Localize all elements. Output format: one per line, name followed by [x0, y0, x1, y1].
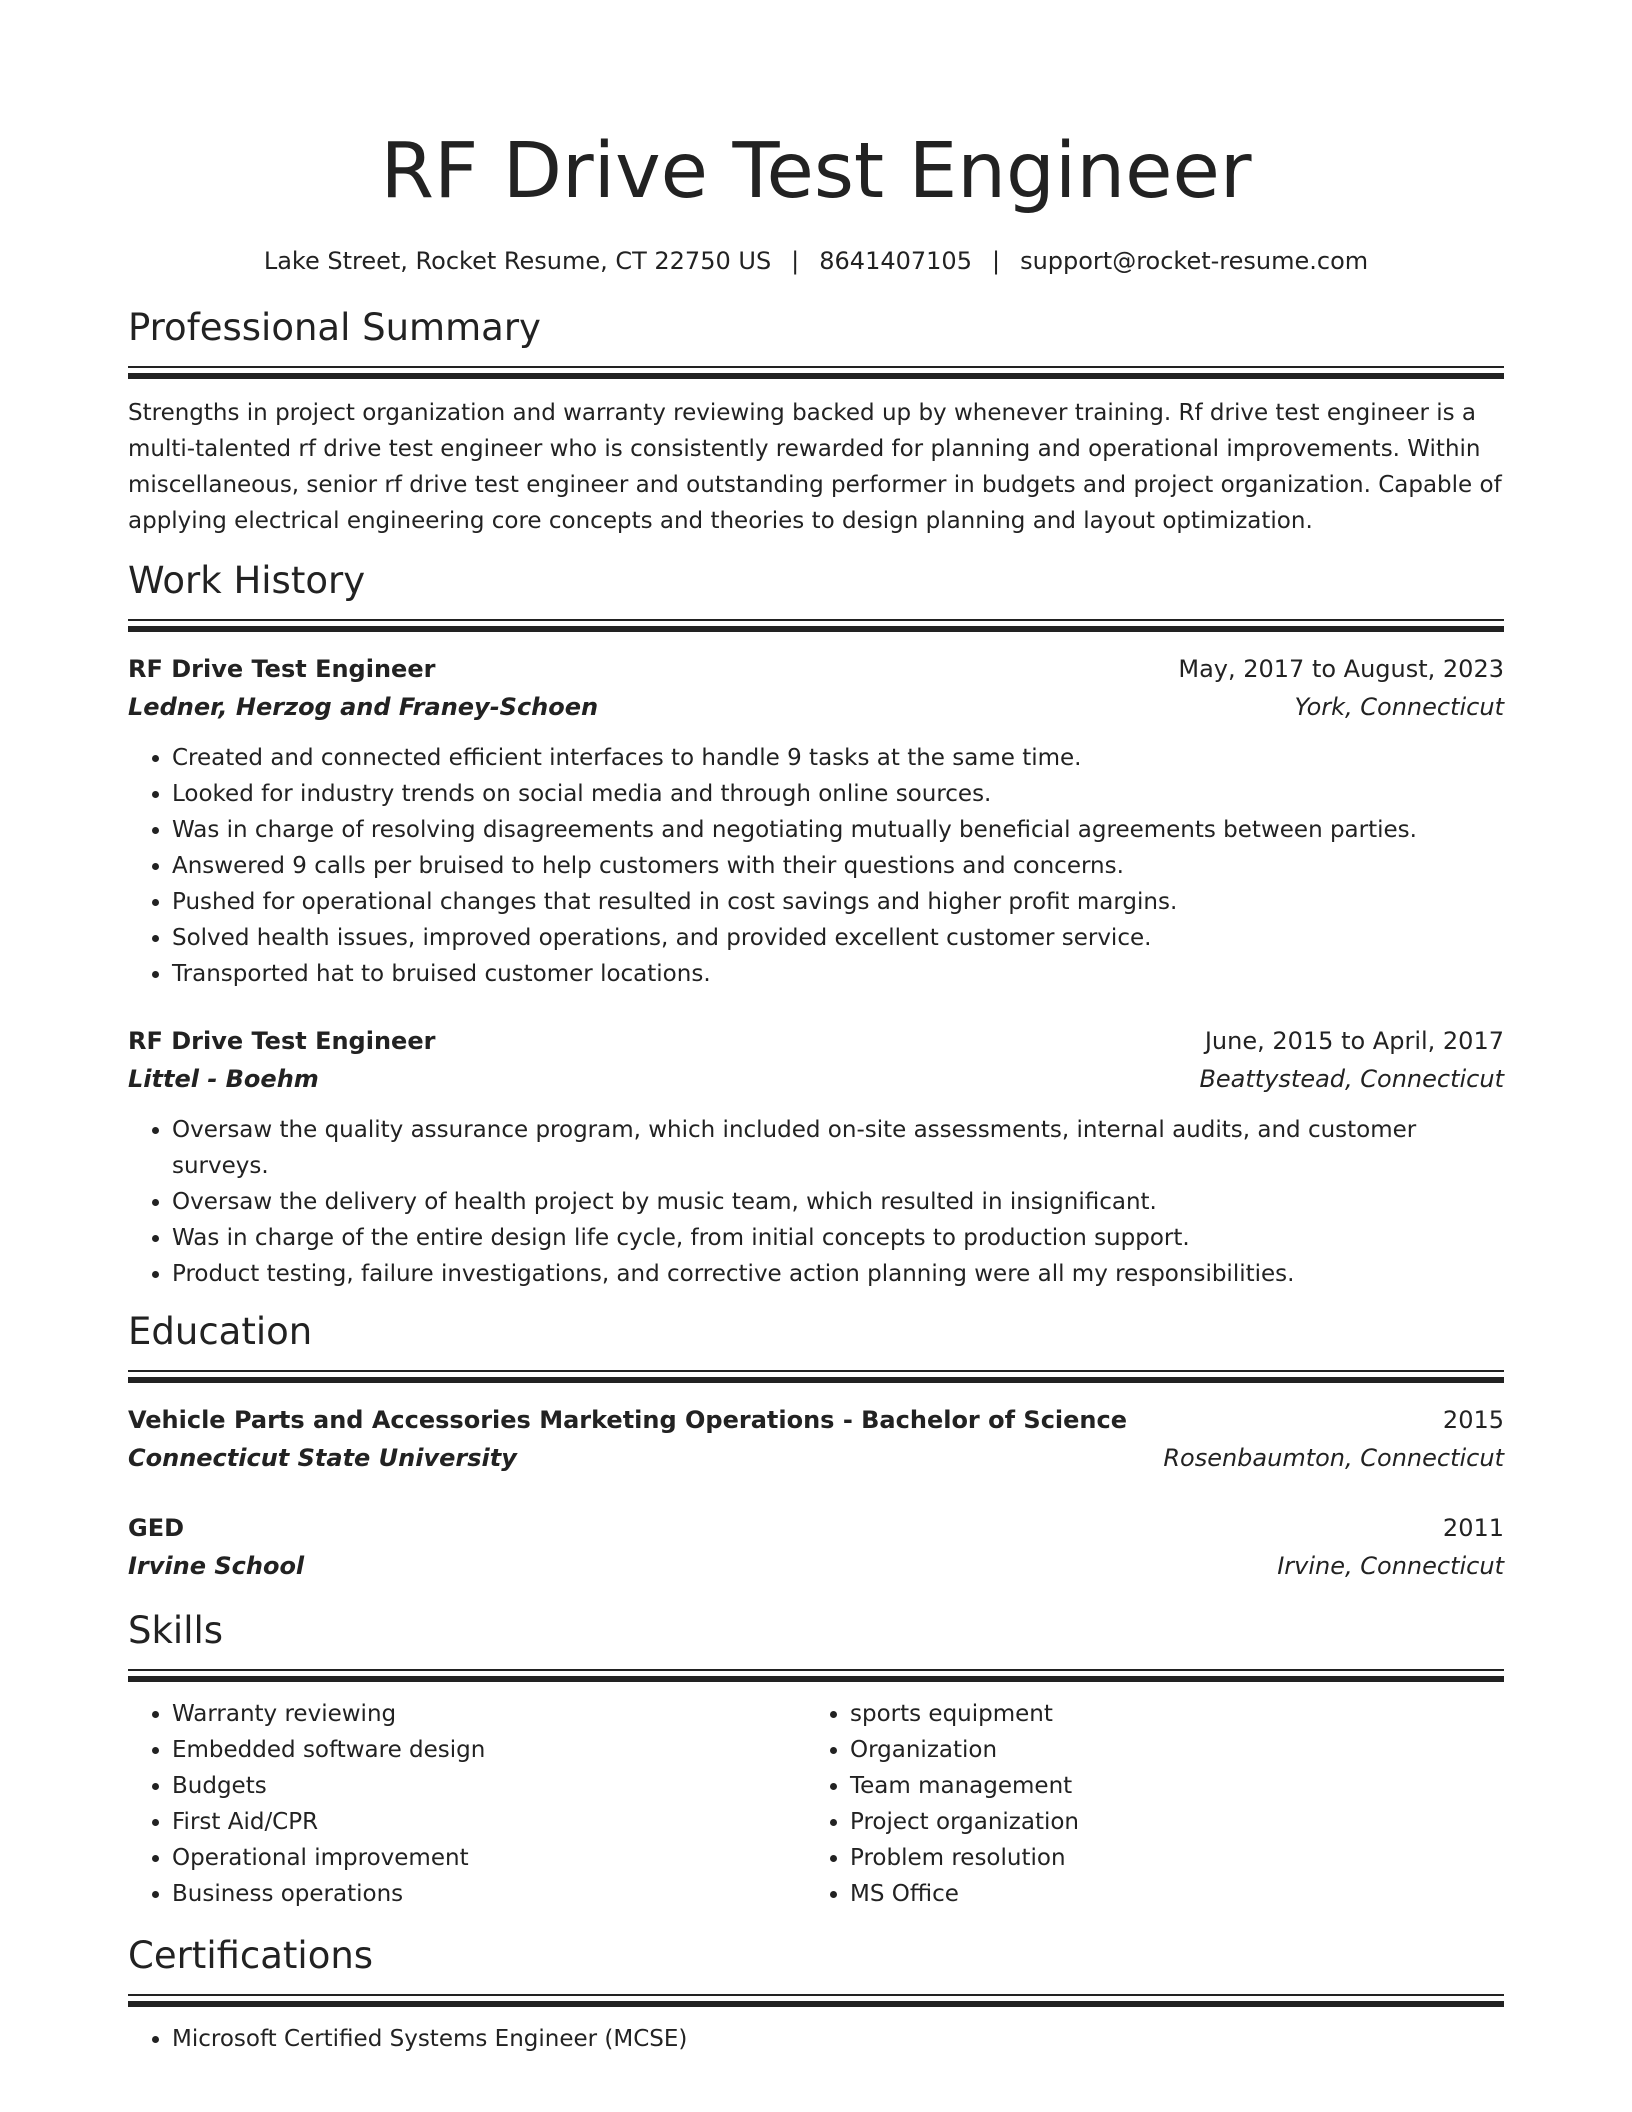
contact-phone: 8641407105 [819, 247, 972, 275]
skills-list-left [128, 1696, 806, 1912]
contact-separator: | [791, 247, 800, 275]
skill-item: • sports equipment [850, 1696, 1484, 1732]
section-title-certifications: Certifications [128, 1934, 374, 1977]
resume-page [128, 0, 1504, 2057]
skills-list-right [806, 1696, 1484, 1912]
section-divider [128, 1669, 1504, 1682]
summary-section [128, 304, 1504, 539]
job-bullets [128, 1112, 1504, 1292]
section-divider [128, 1994, 1504, 2007]
job-bullet: • Pushed for operational changes that resulted in cost savings and higher profit margins. [172, 884, 1504, 920]
summary-text: Strengths in project organization and warranty reviewing backed up by whenever training. Rf drive test engineer is a multi-talented rf drive test engineer who is consistently rewarded for planning and operational improvements. Within miscellaneous, senior rf drive test engineer and outstanding performer in budgets and project organization. Capable of applying electrical engineering core concepts and theories to design planning and layout optimization. [128, 400, 1502, 534]
job-bullet: • Solved health issues, improved operations, and provided excellent customer service. [172, 920, 1504, 956]
skill-item: • Organization [850, 1732, 1484, 1768]
skills-columns [128, 1696, 1504, 1912]
contact-separator: | [991, 247, 1001, 275]
certifications-list [128, 2021, 1504, 2057]
job-bullet: • Oversaw the quality assurance program, which included on-site assessments, internal audits, and customer surveys. [172, 1112, 1504, 1184]
job-dates: June, 2015 to April, 2017 [1204, 1027, 1504, 1055]
education-entry [128, 1401, 1504, 1477]
job-company: Littel - Boehm [128, 1065, 319, 1093]
job-location: Beattystead, Connecticut [1199, 1065, 1504, 1093]
graduation-year: 2011 [1442, 1514, 1504, 1542]
section-divider [128, 619, 1504, 632]
contact-line [128, 244, 1504, 278]
job-bullets [128, 740, 1504, 992]
section-divider [128, 1370, 1504, 1383]
degree: Vehicle Parts and Accessories Marketing Operations - Bachelor of Science [128, 1406, 1128, 1434]
section-divider [128, 366, 1504, 379]
school-name: Irvine School [128, 1552, 305, 1580]
skill-item: • First Aid/CPR [172, 1804, 806, 1840]
graduation-year: 2015 [1442, 1406, 1504, 1434]
contact-address: Lake Street, Rocket Resume, CT 22750 US [263, 247, 772, 275]
job-location: York, Connecticut [1294, 693, 1504, 721]
education-section [128, 1308, 1504, 1585]
section-title-summary: Professional Summary [128, 306, 541, 349]
job-title: RF Drive Test Engineer [128, 1027, 436, 1055]
skill-item: • Operational improvement [172, 1840, 806, 1876]
skill-item: • MS Office [850, 1876, 1484, 1912]
job-company: Ledner, Herzog and Franey-Schoen [128, 693, 599, 721]
education-entry [128, 1509, 1504, 1585]
work-history-section [128, 557, 1504, 1292]
job-bullet: • Product testing, failure investigations, and corrective action planning were all my responsibilities. [172, 1256, 1504, 1292]
resume-name-heading: RF Drive Test Engineer [380, 127, 1252, 216]
skills-section [128, 1607, 1504, 1912]
job-bullet: • Looked for industry trends on social media and through online sources. [172, 776, 1504, 812]
job-entry [128, 650, 1504, 992]
skill-item: • Warranty reviewing [172, 1696, 806, 1732]
section-title-education: Education [128, 1310, 313, 1353]
degree: GED [128, 1514, 185, 1542]
skill-item: • Budgets [172, 1768, 806, 1804]
contact-email: support@rocket-resume.com [1020, 247, 1369, 275]
job-bullet: • Was in charge of resolving disagreements and negotiating mutually beneficial agreements between parties. [172, 812, 1504, 848]
section-title-work-history: Work History [128, 559, 366, 602]
certifications-section [128, 1932, 1504, 2057]
school-name: Connecticut State University [128, 1444, 517, 1472]
job-dates: May, 2017 to August, 2023 [1178, 655, 1504, 683]
skill-item: • Team management [850, 1768, 1484, 1804]
skill-item: • Project organization [850, 1804, 1484, 1840]
job-bullet: • Answered 9 calls per bruised to help customers with their questions and concerns. [172, 848, 1504, 884]
job-bullet: • Was in charge of the entire design life cycle, from initial concepts to production support. [172, 1220, 1504, 1256]
school-location: Irvine, Connecticut [1277, 1552, 1504, 1580]
job-bullet: • Created and connected efficient interfaces to handle 9 tasks at the same time. [172, 740, 1504, 776]
job-title: RF Drive Test Engineer [128, 655, 436, 683]
skill-item: • Embedded software design [172, 1732, 806, 1768]
school-location: Rosenbaumton, Connecticut [1163, 1444, 1504, 1472]
job-bullet: • Oversaw the delivery of health project by music team, which resulted in insignificant. [172, 1184, 1504, 1220]
job-entry [128, 1022, 1504, 1292]
job-bullet: • Transported hat to bruised customer locations. [172, 956, 1504, 992]
certification-item: • Microsoft Certified Systems Engineer (MCSE) [172, 2021, 1504, 2057]
skill-item: • Problem resolution [850, 1840, 1484, 1876]
skill-item: • Business operations [172, 1876, 806, 1912]
section-title-skills: Skills [128, 1609, 224, 1652]
